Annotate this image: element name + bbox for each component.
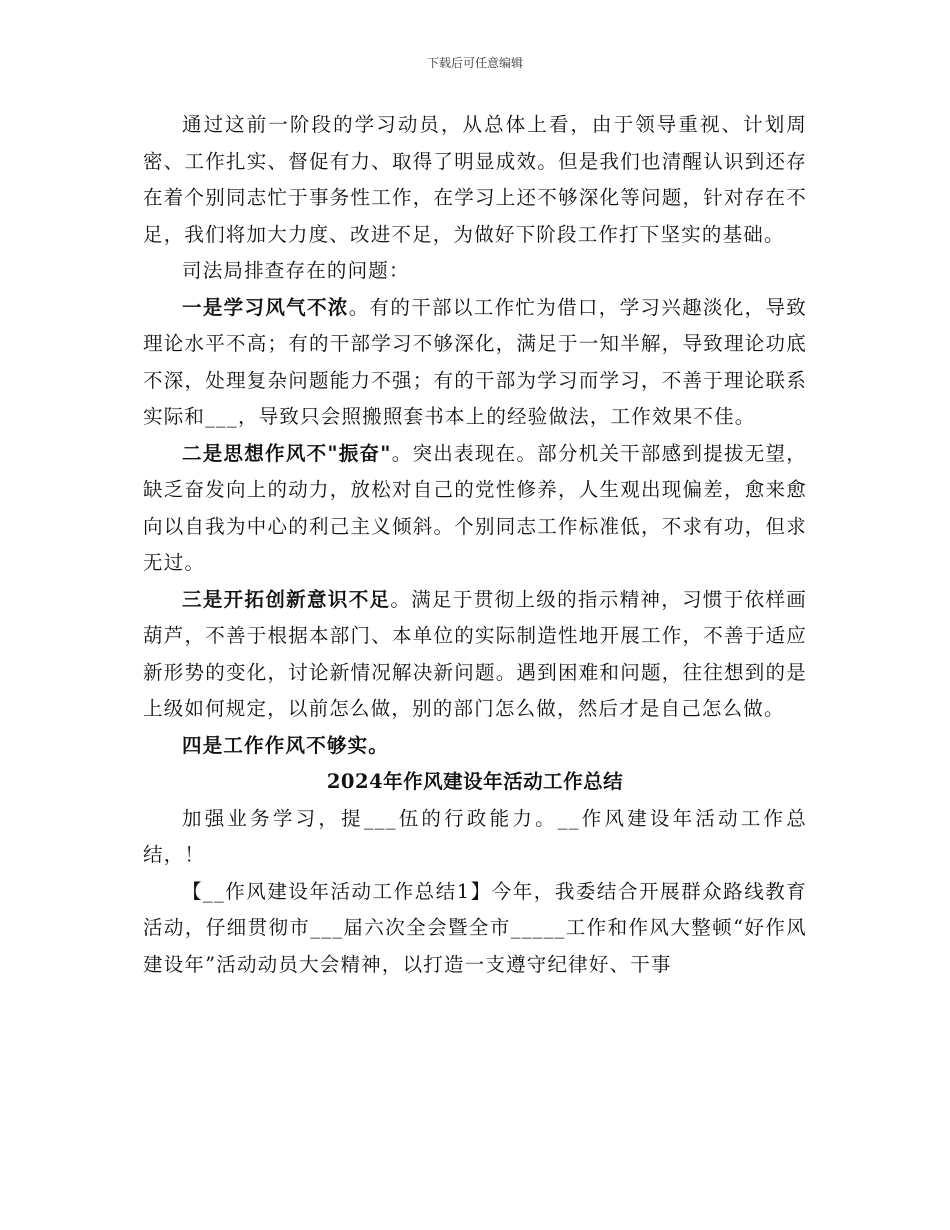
- paragraph-problem-2: [143, 436, 807, 582]
- paragraph-intro: 加强业务学习，提___伍的行政能力。__作风建设年活动工作总结，！: [143, 806, 807, 866]
- section-title: 2024年作风建设年活动工作总结: [326, 770, 624, 793]
- problem-2-text: 。突出表现在。部分机关干部感到提拔无望，缺乏奋发向上的动力，放松对自己的党性修养，人生观出现偏差，愈来愈向以自我为中心的利己主义倾斜。个别同志工作标准低，不求有功，但求无过。: [143, 441, 807, 574]
- paragraph-problem-3: [143, 582, 807, 728]
- paragraph-summary-1: 【__作风建设年活动工作总结1】今年，我委结合开展群众路线教育活动，仔细贯彻市___届六次全会暨全市_____工作和作风大整顿“好作风建设年”活动动员大会精神，以打造一支遵守纪律好、干事: [143, 879, 807, 976]
- problem-1-heading: 一是学习风气不浓: [182, 295, 349, 319]
- problem-2-heading: 二是思想作风不"振奋": [182, 441, 392, 465]
- paragraph-summary: 通过这前一阶段的学习动员，从总体上看，由于领导重视、计划周密、工作扎实、督促有力、取得了明显成效。但是我们也清醒认识到还存在着个别同志忙于事务性工作，在学习上还不够深化等问题，针对存在不足，我们将加大力度、改进不足，为做好下阶段工作打下坚实的基础。: [143, 113, 807, 246]
- problem-4-heading: 四是工作作风不够实。: [182, 733, 390, 757]
- problem-1-text: 。有的干部以工作忙为借口，学习兴趣淡化，导致理论水平不高；有的干部学习不够深化，满足于一知半解，导致理论功底不深，处理复杂问题能力不强；有的干部为学习而学习，不善于理论联系实际和___，导致只会照搬照套书本上的经验做法，工作效果不佳。: [143, 295, 807, 428]
- paragraph-problems-intro: 司法局排查存在的问题：: [182, 259, 410, 282]
- document-body: [143, 107, 807, 983]
- problem-3-text: 。满足于贯彻上级的指示精神，习惯于依样画葫芦，不善于根据本部门、本单位的实际制造性地开展工作，不善于适应新形势的变化，讨论新情况解决新问题。遇到困难和问题，往往想到的是上级如何规定，以前怎么做，别的部门怎么做，然后才是自己怎么做。: [143, 587, 807, 720]
- page-header: 下载后可任意编辑: [426, 56, 523, 70]
- paragraph-problem-4: [143, 728, 807, 765]
- paragraph-problem-1: [143, 290, 807, 436]
- problem-3-heading: 三是开拓创新意识不足: [182, 587, 391, 611]
